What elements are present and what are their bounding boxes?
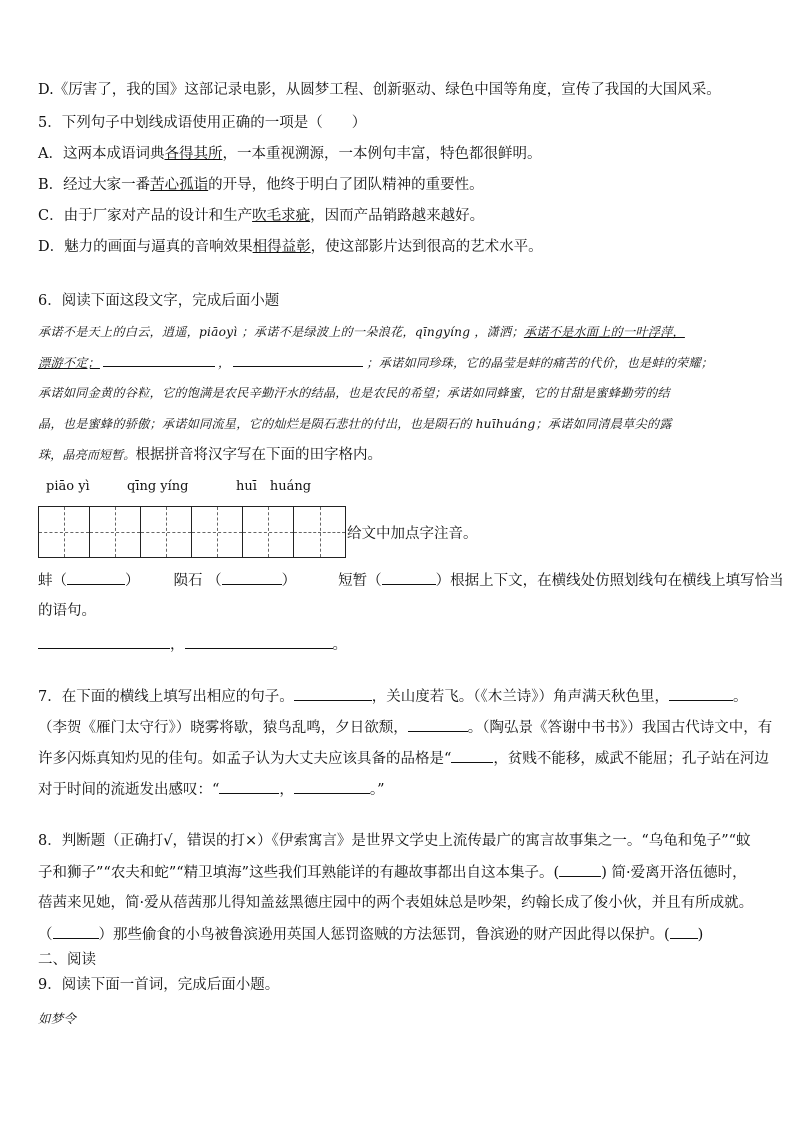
q6-passage-line-5: 珠，晶亮而短暂。根据拼音将汉字写在下面的田字格内。 [38, 447, 382, 463]
q5-option-a: A．这两本成语词典各得其所，一本重视溯源，一本例句丰富，特色都很鲜明。 [38, 146, 542, 162]
q5-option-d: D．魅力的画面与逼真的音响效果相得益彰，使这部影片达到很高的艺术水平。 [38, 239, 543, 255]
q5-option-b: B．经过大家一番苦心孤诣的开导，他终于明白了团队精神的重要性。 [38, 177, 484, 193]
q6-annotation-line: 蚌（ ） 陨石 （ ） 短暂（ ）根据上下文，在横线处仿照划线句在横线上填写恰当 [38, 570, 784, 591]
q7-line-3: 许多闪烁真知灼见的佳句。如孟子认为大丈夫应该具备的品格是“ ，贫贱不能移，威武不能屈；孔子站在河边 [38, 748, 769, 769]
answer-blank[interactable] [185, 634, 333, 649]
q5-stem: 5．下列句子中划线成语使用正确的一项是（ ） [38, 115, 367, 131]
q8-line-1: 8．判断题（正确打√，错误的打×）《伊索寓言》是世界文学史上流传最广的寓言故事集之一。“乌龟和兔子”“蚊 [38, 833, 751, 849]
q7-line-4: 对于时间的流逝发出感叹：“ ， 。” [38, 779, 385, 800]
poem-title: 如梦令 [38, 1011, 77, 1026]
idiom-underline: 各得其所 [164, 146, 223, 162]
answer-blank[interactable] [222, 570, 282, 585]
idiom-underline: 苦心孤诣 [150, 177, 209, 193]
answer-blank[interactable] [451, 748, 493, 763]
q7-line-1: 7．在下面的横线上填写出相应的句子。 ，关山度若飞。（《木兰诗》）角声满天秋色里， 。 [38, 686, 747, 707]
answer-blank[interactable] [670, 924, 698, 939]
q5-option-c: C．由于厂家对产品的设计和生产吹毛求疵，因而产品销路越来越好。 [38, 208, 485, 224]
pinyin-piaoyi: piāo yì [46, 479, 90, 494]
section-title-reading: 二、阅读 [38, 952, 96, 968]
q6-annotation-line-2: 的语句。 [38, 603, 96, 619]
answer-blank[interactable] [559, 862, 601, 877]
grid-cell[interactable] [90, 507, 141, 557]
pinyin-huihuang: huī huáng [236, 479, 312, 494]
grid-cell[interactable] [243, 507, 294, 557]
q8-line-4: （ ）那些偷食的小鸟被鲁滨逊用英国人惩罚盗贼的方法惩罚，鲁滨逊的财产因此得以保护。( ) [38, 924, 703, 945]
grid-cell[interactable] [294, 507, 345, 557]
answer-blank[interactable] [382, 570, 436, 585]
grid-cell[interactable] [192, 507, 243, 557]
grid-cell[interactable] [39, 507, 90, 557]
q6-passage-line-1: 承诺不是天上的白云，逍遥，piāoyì ；承诺不是绿波上的一朵浪花，qīngyíng ，潇洒；承诺不是水面上的一叶浮萍， [38, 325, 685, 339]
answer-blank[interactable] [408, 717, 468, 732]
q6-passage-line-2: 漂游不定； ， ；承诺如同珍珠，它的晶莹是蚌的痛苦的代价，也是蚌的荣耀； [38, 352, 713, 373]
answer-blank[interactable] [669, 686, 733, 701]
answer-blank[interactable] [294, 779, 370, 794]
idiom-underline: 相得益彰 [252, 239, 311, 255]
q4-option-d: D.《厉害了，我的国》这部记录电影，从圆梦工程、创新驱动、绿色中国等角度，宣传了我国的大国风采。 [38, 82, 721, 98]
answer-blank[interactable] [294, 686, 372, 701]
q6-stem: 6．阅读下面这段文字，完成后面小题 [38, 293, 280, 309]
q8-line-3: 蓓茜来见她，简·爱从蓓茜那儿得知盖兹黑德庄园中的两个表姐妹总是吵架，约翰长成了俊小伙，并且有所成就。 [38, 895, 754, 911]
answer-blank[interactable] [67, 570, 125, 585]
q6-fill-line: ， 。 [38, 634, 347, 655]
q6-passage-line-4: 晶，也是蜜蜂的骄傲；承诺如同流星，它的灿烂是陨石悲壮的付出，也是陨石的 huīhuáng；承诺如同清晨草尖的露 [38, 417, 672, 431]
pinyin-qingying: qīng yíng [127, 479, 189, 494]
idiom-underline: 吹毛求疵 [252, 208, 311, 224]
tianzige-grid[interactable] [38, 506, 346, 558]
q7-line-2: （李贺《雁门太守行》）晓雾将歇，猿鸟乱鸣，夕日欲颓， 。（陶弘景《答谢中书书》）我国古代诗文中，有 [38, 717, 772, 738]
q9-stem: 9．阅读下面一首词，完成后面小题。 [38, 977, 280, 993]
grid-cell[interactable] [141, 507, 192, 557]
answer-blank[interactable] [38, 634, 170, 649]
q6-passage-line-3: 承诺如同金黄的谷粒，它的饱满是农民辛勤汗水的结晶，也是农民的希望；承诺如同蜂蜜，它的甘甜是蜜蜂勤劳的结 [38, 386, 670, 400]
answer-blank[interactable] [219, 779, 279, 794]
q8-line-2: 子和狮子”“农夫和蛇”“精卫填海”这些我们耳熟能详的有趣故事都出自这本集子。( ) 简·爱离开洛伍德时， [38, 862, 747, 883]
q6-annotation-prompt: 给文中加点字注音。 [347, 526, 478, 542]
answer-blank[interactable] [53, 924, 99, 939]
